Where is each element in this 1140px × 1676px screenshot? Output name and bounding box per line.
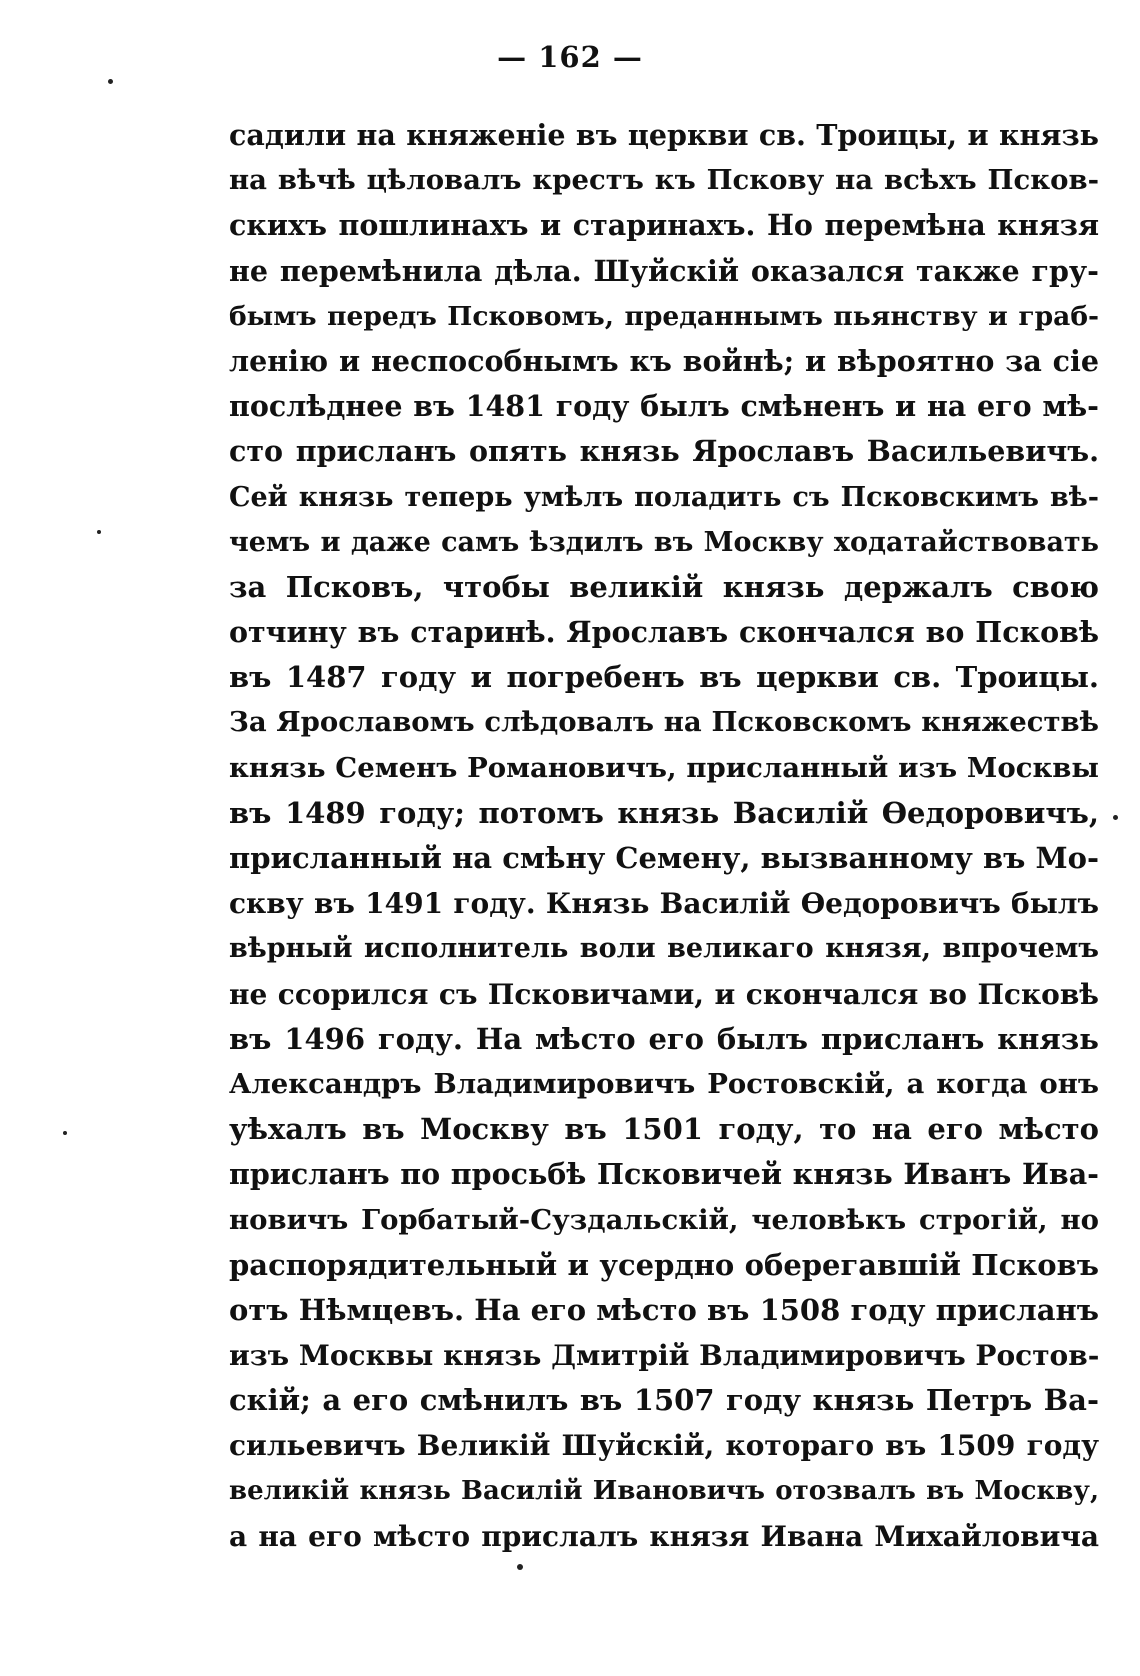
text-line: уѣхалъ въ Москву въ 1501 году, то на его мѣсто <box>229 1112 1099 1147</box>
text-line: вѣрный исполнитель воли великаго князя, впрочемъ <box>229 933 1099 965</box>
text-line: послѣднее въ 1481 году былъ смѣненъ и на его мѣ- <box>229 389 1099 424</box>
text-line: скихъ пошлинахъ и старинахъ. Но перемѣна князя <box>229 208 1099 243</box>
text-line: За Ярославомъ слѣдовалъ на Псковскомъ княжествѣ <box>229 706 1099 739</box>
text-line: скву въ 1491 году. Князь Василій Ѳедоровичъ былъ <box>229 887 1099 921</box>
text-line: въ 1496 году. На мѣсто его былъ присланъ князь <box>229 1021 1099 1056</box>
text-line: присланъ по просьбѣ Псковичей князь Иванъ Ива- <box>229 1157 1099 1192</box>
text-line: скій; а его смѣнилъ въ 1507 году князь Петръ Ва- <box>229 1383 1099 1418</box>
text-line: отчину въ старинѣ. Ярославъ скончался во Псковѣ <box>229 615 1099 650</box>
page-number: — 162 — <box>497 40 643 74</box>
text-line: не ссорился съ Псковичами, и скончался во Псковѣ <box>229 977 1099 1011</box>
text-line: за Псковъ, чтобы великій князь держалъ свою <box>229 569 1099 604</box>
scan-speck <box>517 1564 523 1570</box>
text-line: князь Семенъ Романовичъ, присланный изъ Москвы <box>229 751 1099 784</box>
text-line: Сей князь теперь умѣлъ поладить съ Псковскимъ вѣ- <box>229 481 1099 513</box>
text-line: отъ Нѣмцевъ. На его мѣсто въ 1508 году присланъ <box>229 1292 1099 1327</box>
body-text <box>229 113 1099 1559</box>
text-line: ленію и неспособнымъ къ войнѣ; и вѣроятно за сіе <box>229 343 1099 378</box>
text-line: новичъ Горбатый-Суздальскій, человѣкъ строгій, но <box>229 1203 1099 1236</box>
text-line: сто присланъ опять князь Ярославъ Васильевичъ. <box>229 434 1099 469</box>
text-line: чемъ и даже самъ ѣздилъ въ Москву ходатайствовать <box>229 526 1099 558</box>
text-line: присланный на смѣну Семену, вызванному въ Мо- <box>229 841 1099 875</box>
text-line: а на его мѣсто прислалъ князя Ивана Михайловича <box>229 1519 1099 1553</box>
scan-speck <box>97 530 101 534</box>
scan-speck <box>108 79 113 84</box>
text-line: изъ Москвы князь Дмитрій Владимировичъ Ростов- <box>229 1339 1099 1373</box>
text-line: сильевичъ Великій Шуйскій, котораго въ 1509 году <box>229 1429 1099 1463</box>
text-line: распорядительный и усердно оберегавшій Псковъ <box>229 1247 1099 1282</box>
scan-speck <box>1113 815 1118 820</box>
text-line: садили на княженіе въ церкви св. Троицы, и князь <box>229 118 1099 152</box>
scan-speck <box>63 1131 67 1135</box>
text-line: въ 1489 году; потомъ князь Василій Ѳедоровичъ, <box>229 795 1099 830</box>
text-line: въ 1487 году и погребенъ въ церкви св. Троицы. <box>229 660 1099 695</box>
text-line: бымъ передъ Псковомъ, преданнымъ пьянству и граб- <box>229 300 1099 332</box>
text-line: Александръ Владимировичъ Ростовскій, а когда онъ <box>229 1067 1099 1100</box>
text-line: на вѣчѣ цѣловалъ крестъ къ Пскову на всѣхъ Псков- <box>229 164 1099 197</box>
text-line: великій князь Василій Ивановичъ отозвалъ въ Москву, <box>229 1475 1099 1506</box>
text-line: не перемѣнила дѣла. Шуйскій оказался также гру- <box>229 253 1099 288</box>
